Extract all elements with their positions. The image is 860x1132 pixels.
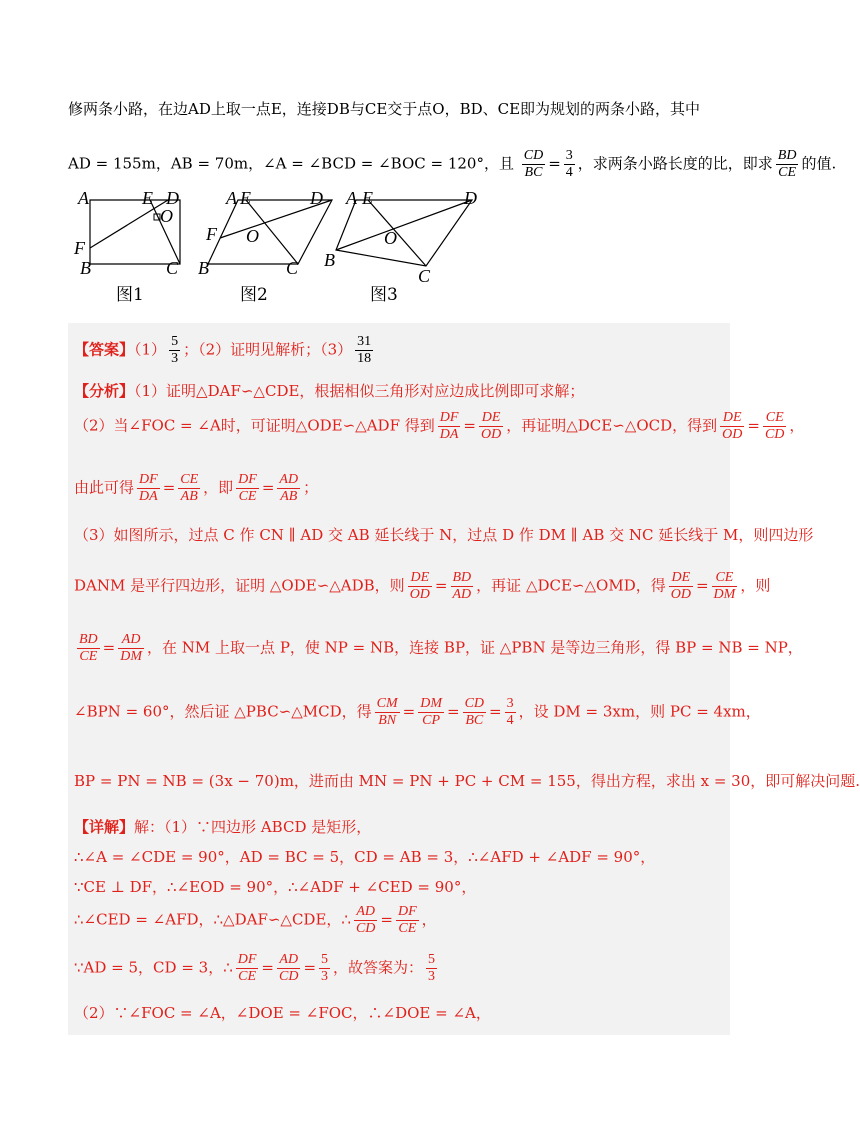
fig1-label-e: E (142, 188, 153, 208)
fig1-label-c: C (166, 258, 179, 278)
fig1-label-f: F (74, 238, 85, 258)
given-text: AD = 155m，AB = 70m，∠A = ∠BCD = ∠BOC = 120°，且 (68, 154, 514, 173)
figure-1-caption: 图1 (116, 285, 144, 305)
answer-tag: 【答案】 (74, 340, 135, 359)
problem-line-1: 修两条小路，在边AD上取一点E，连接DB与CE交于点O，BD、CE即为规划的两条小路，其中 (68, 100, 701, 118)
fig1-label-a: A (78, 188, 89, 208)
fig3-label-d: D (464, 188, 477, 208)
detail-line-4: ∴∠CED = ∠AFD，∴△DAF∽△CDE，∴ $\frac{AD}{CD}$ = $\frac{DF}{CE}$ ， (74, 904, 437, 936)
fig2-label-o: O (246, 226, 259, 246)
figure-3 (322, 186, 492, 286)
answer-line: 【答案】（1） $\frac{5}{3}$ ；（2）证明见解析；（3） $\frac{31}{18}$ (74, 334, 372, 366)
detail-line-2: ∴∠A = ∠CDE = 90°，AD = BC = 5，CD = AB = 3，∴∠AFD + ∠ADF = 90°， (74, 848, 656, 866)
fig2-label-f: F (206, 224, 217, 244)
fig2-label-c: C (286, 258, 299, 278)
fig1-label-b: B (80, 258, 91, 278)
figure-1 (70, 186, 190, 278)
fig3-label-b: B (324, 250, 335, 270)
problem-line-2: AD = 155m，AB = 70m，∠A = ∠BCD = ∠BOC = 120°，且 $\frac{CD}{BC}$ = $\frac{3}{4}$ ，求两条小路长度的比，即求 $\frac{BD}{CE}$ 的值. (68, 148, 837, 180)
analysis-line-7: ∠BPN = 60°，然后证 △PBC∽△MCD，得 $\frac{CM}{BN}$ = $\frac{DM}{CP}$ = $\frac{CD}{BC}$ = $\frac{3}{4}$ ，设 DM = 3xm，则 PC = 4xm， (74, 696, 761, 728)
fig1-label-o: O (160, 206, 173, 226)
analysis-line-8: BP = PN = NB = (3x − 70)m，进而由 MN = PN + PC + CM = 155，得出方程，求出 x = 30，即可解决问题. (74, 772, 860, 790)
ratio-value: $\frac{3}{4}$ (565, 148, 573, 180)
fig3-label-o: O (384, 228, 397, 248)
analysis-line-3: 由此可得 $\frac{DF}{DA}$ = $\frac{CE}{AB}$ ，即 $\frac{DF}{CE}$ = $\frac{AD}{AB}$ ； (74, 472, 319, 504)
fig3-label-e: E (362, 188, 373, 208)
analysis-tag: 【分析】 (74, 382, 135, 400)
analysis-line-4: （3）如图所示，过点 C 作 CN ∥ AD 交 AB 延长线于 N，过点 D 作 DM ∥ AB 交 NC 延长线于 M，则四边形 (74, 526, 814, 544)
fig1-label-d: D (166, 188, 179, 208)
detail-line-1: 【详解】解：（1）∵四边形 ABCD 是矩形， (74, 818, 372, 836)
analysis-line-6: $\frac{BD}{CE}$ = $\frac{AD}{DM}$ ，在 NM 上取一点 P，使 NP = NB，连接 BP，证 △PBN 是等边三角形，得 BP = NB = NP， (79, 632, 803, 664)
detail-line-6: （2）∵∠FOC = ∠A，∠DOE = ∠FOC，∴∠DOE = ∠A， (74, 1004, 491, 1022)
fig2-label-b: B (198, 258, 209, 278)
fig2-label-a: A (226, 188, 237, 208)
ratio-fraction: $\frac{CD}{BC}$ (523, 148, 544, 180)
detail-line-5: ∵AD = 5，CD = 3，∴ $\frac{DF}{CE}$ = $\frac{AD}{CD}$ = $\frac{5}{3}$ ，故答案为： $\frac{5}{3}$ (74, 952, 436, 984)
fig2-label-e: E (240, 188, 251, 208)
analysis-line-1: 【分析】（1）证明△DAF∽△CDE，根据相似三角形对应边成比例即可求解； (74, 382, 585, 400)
figure-2-caption: 图2 (240, 285, 268, 305)
fig3-label-c: C (418, 266, 431, 286)
fig3-label-a: A (346, 188, 357, 208)
detail-tag: 【详解】 (74, 818, 135, 836)
analysis-line-2: （2）当∠FOC = ∠A时，可证明△ODE∽△ADF 得到 $\frac{DF}{DA}$ = $\frac{DE}{OD}$ ，再证明△DCE∽△OCD，得到 $\frac{DE}{OD}$ = $\frac{CE}{CD}$ ， (74, 410, 805, 442)
ask-fraction: $\frac{BD}{CE}$ (777, 148, 797, 180)
answer-3-value: $\frac{31}{18}$ (357, 334, 372, 366)
detail-line-3: ∵CE ⊥ DF，∴∠EOD = 90°，∴∠ADF + ∠CED = 90°， (74, 878, 477, 896)
figure-3-caption: 图3 (370, 285, 398, 305)
answer-1-value: $\frac{5}{3}$ (171, 334, 179, 366)
analysis-line-5: DANM 是平行四边形，证明 △ODE∽△ADB，则 $\frac{DE}{OD}$ = $\frac{BD}{AD}$ ，再证 △DCE∽△OMD，得 $\frac{DE}{OD}$ = $\frac{CE}{DM}$ ，则 (74, 570, 771, 602)
fig2-label-d: D (310, 188, 323, 208)
